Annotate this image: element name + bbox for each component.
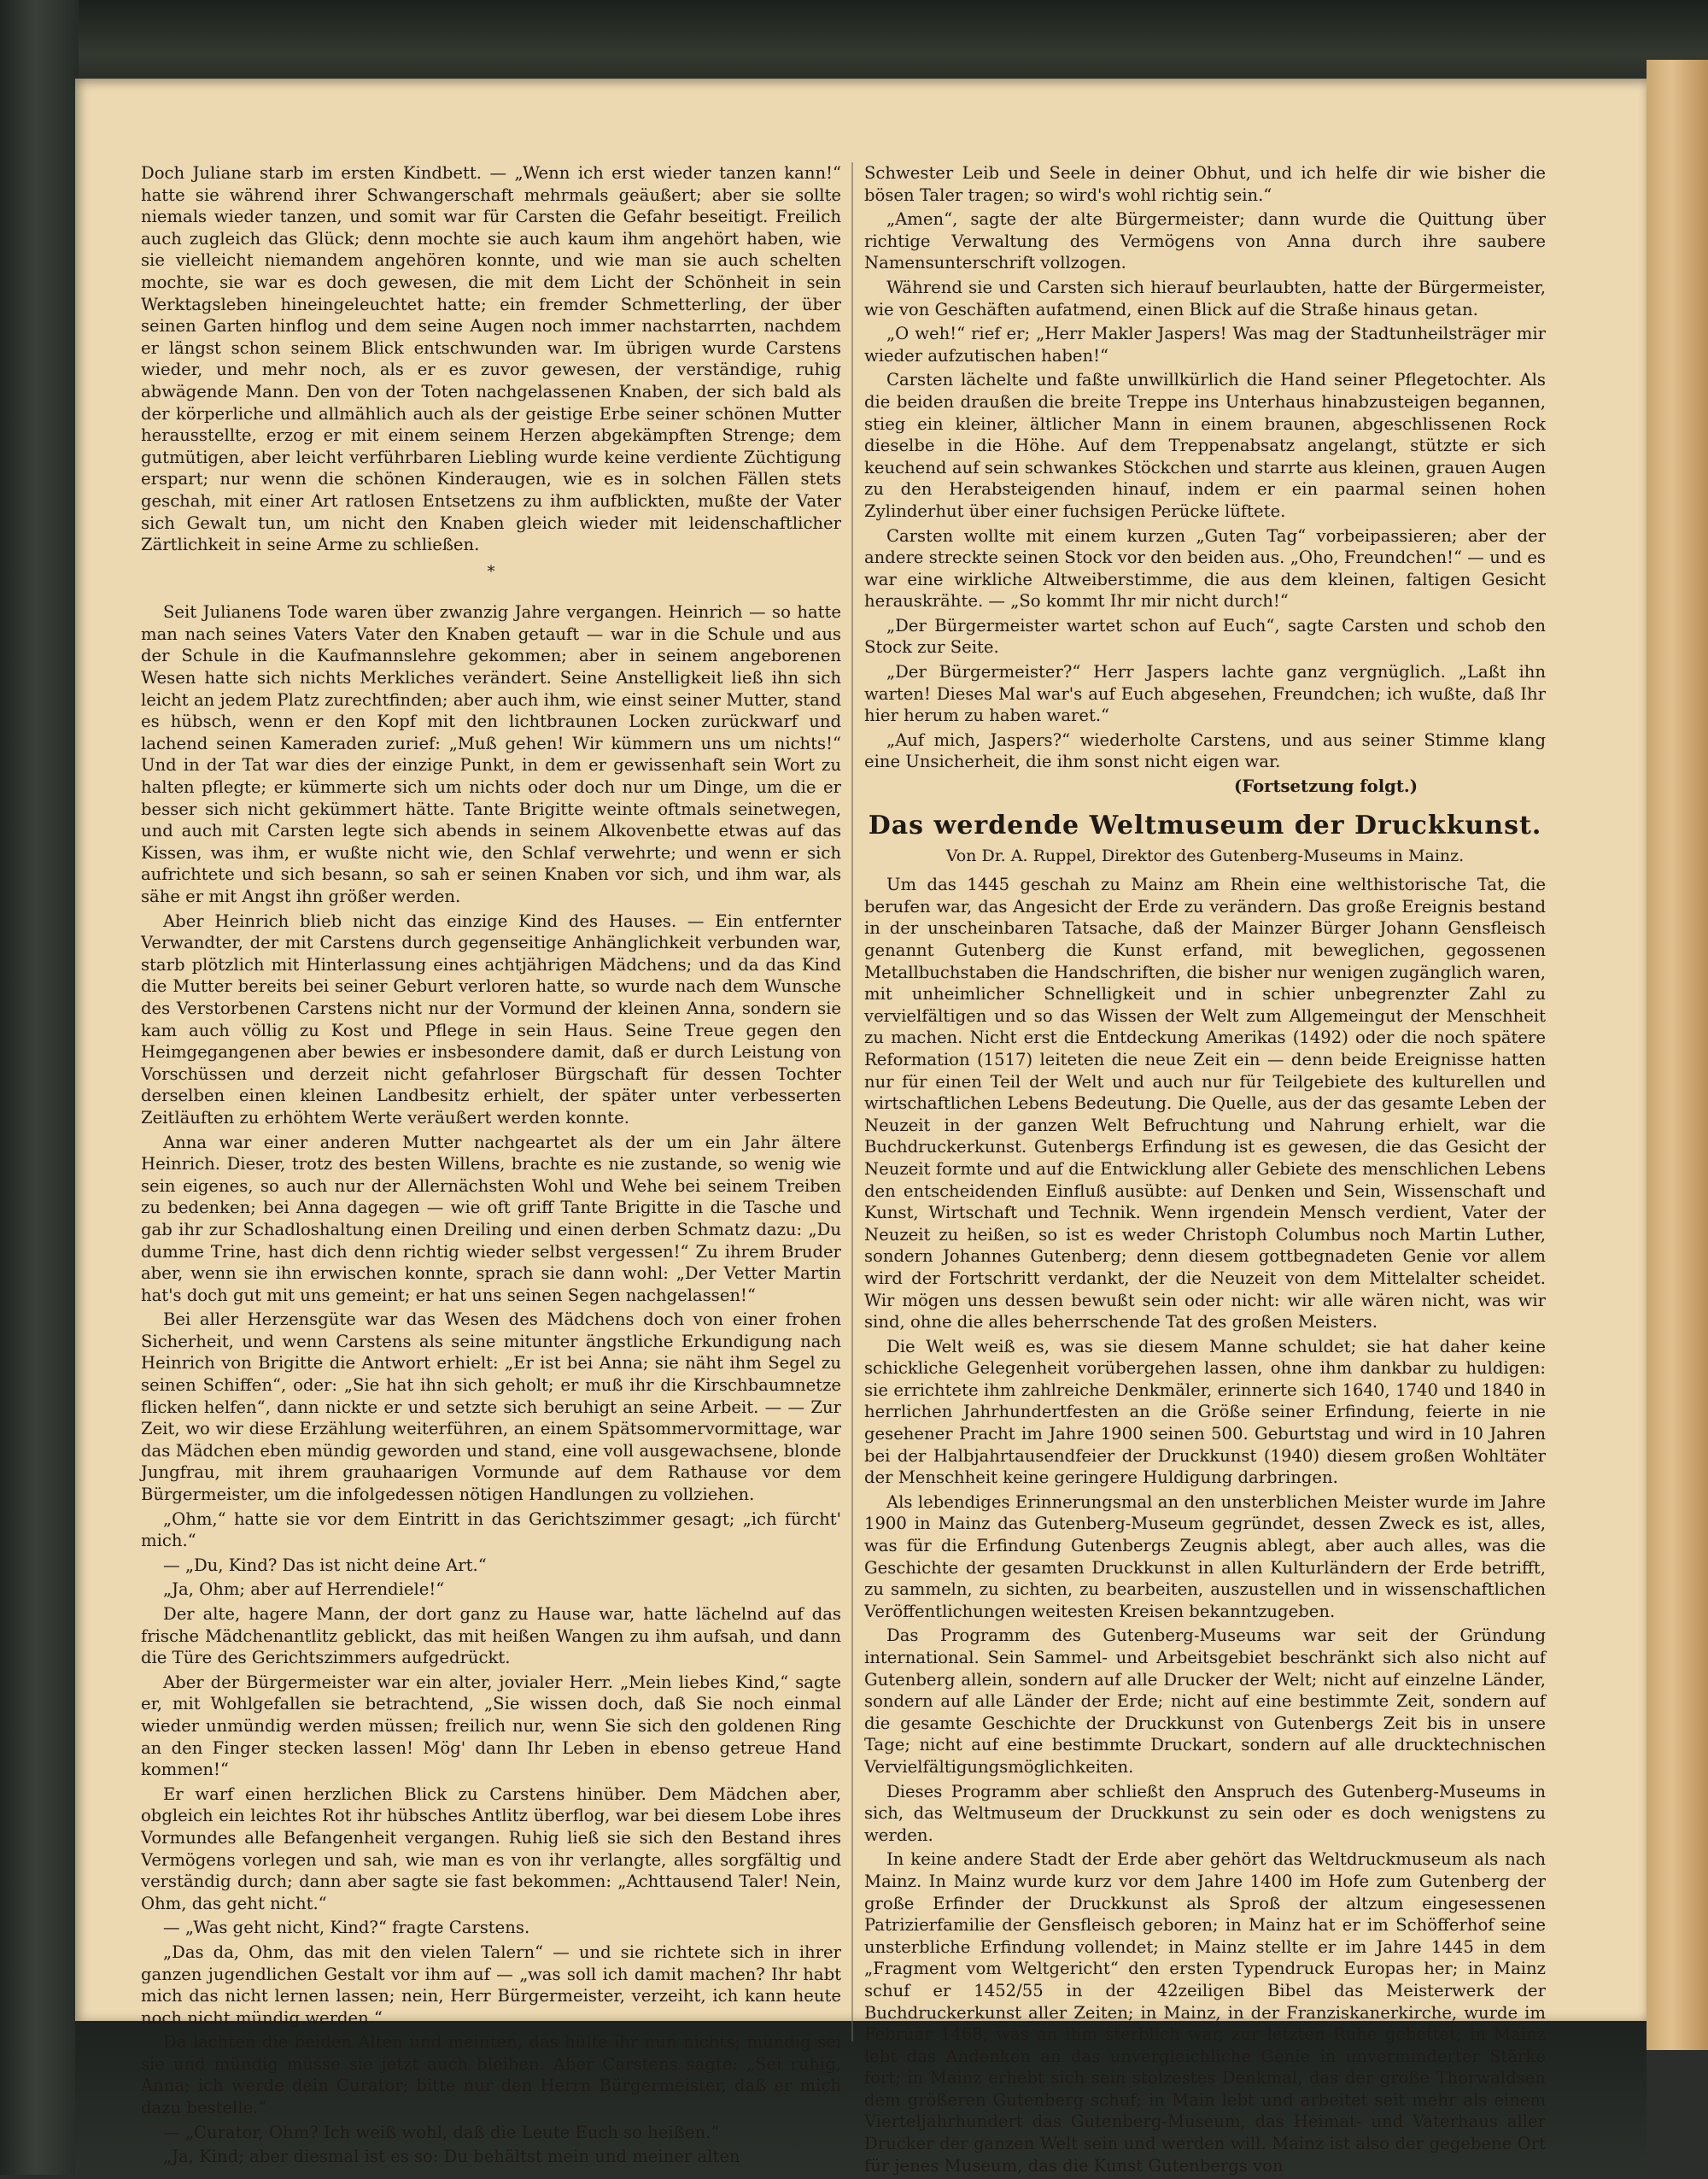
story-paragraph: Während sie und Carsten sich hierauf beurlaubten, hatte der Bürgermeister, wie von Geschäften aufatmend, einen Blick auf die Straße hinaus getan. [864,277,1546,319]
story-paragraph: Anna war einer anderen Mutter nachgeartet als der um ein Jahr ältere Heinrich. Dieser, trotz des besten Willens, brachte es nie zustande, so wenig wie sein eigenes, so auch nur der Allernächsten Wohl und Wehe bei seinem Treiben zu bedenken; bei Anna dagegen — wie oft griff Tante Brigitte in die Tasche und gab ihr zur Schadloshaltung einen Dreiling und einen derben Schmatz dazu: „Du dumme Trine, hast dich denn richtig wieder selbst vergessen!“ Zu ihrem Bruder aber, wenn sie ihn erwischen konnte, sprach sie dann wohl: „Der Vetter Martin hat's doch gut mit uns gemeint; er hat uns seinen Segen nachgelassen!“ [141,1132,841,1305]
article-byline: Von Dr. A. Ruppel, Direktor des Gutenberg-Museums in Mainz. [945,846,1465,865]
story-paragraph: — „Du, Kind? Das ist nicht deine Art.“ [163,1555,487,1575]
book-binding-left [0,0,79,2175]
article-paragraph: Dieses Programm aber schließt den Anspruch des Gutenberg-Museums in sich, das Weltmuseum der Druckkunst zu sein oder es doch wenigstens zu werden. [864,1781,1546,1845]
story-paragraph: Schwester Leib und Seele in deiner Obhut, und ich helfe dir wie bisher die bösen Taler tragen; so wird's wohl richtig sein.“ [864,163,1546,205]
article-paragraph: Als lebendiges Erinnerungsmal an den unsterblichen Meister wurde im Jahre 1900 in Mainz das Gutenberg-Museum gegründet, dessen Zweck es ist, alles, was für die Erfindung Gutenbergs Zeugnis ablegt, aber auch alles, was die Geschichte der gesamten Druckkunst in allen Kulturländern der Erde betrifft, zu sammeln, zu sichten, zu bearbeiten, auszustellen und in wissenschaftlichen Veröffentlichungen weitesten Kreisen bekanntzugeben. [864,1491,1546,1621]
story-paragraph: Doch Juliane starb im ersten Kindbett. — „Wenn ich erst wieder tanzen kann!“ hatte sie während ihrer Schwangerschaft mehrmals geäußert; aber sie sollte niemals wieder tanzen, und somit war für Carsten die Gefahr beseitigt. Freilich auch zugleich das Glück; denn mochte sie auch kaum ihm angehört haben, wie sie vielleicht niemandem angehören konnte, und wie man sie auch schelten mochte, sie war es doch gewesen, die mit dem Licht der Schönheit in sein Werktagsleben hineingeleuchtet hatte; ein fremder Schmetterling, der über seinen Garten hinflog und dem seine Augen noch immer nachstarrten, nachdem er längst schon seinem Blick entschwunden war. Im übrigen wurde Carstens wieder, und mehr noch, als er es zuvor gewesen, der verständige, ruhig abwägende Mann. Den von der Toten nachgelassenen Knaben, der sich bald als der körperliche und allmählich auch als der geistige Erbe seiner schönen Mutter herausstellte, erzog er mit einem seinem Herzen abgekämpften Strenge; dem gutmütigen, aber leicht verführbaren Liebling wurde keine verdiente Züchtigung erspart; nur wenn die schönen Kinderaugen, wie es in solchen Fällen stets geschah, mit einer Art ratlosen Entsetzens zu ihm aufblickten, mußte der Vater sich Gewalt tun, um nicht den Knaben gleich wieder mit leidenschaftlicher Zärtlichkeit in seine Arme zu schließen. [141,163,841,555]
story-paragraph: „Der Bürgermeister wartet schon auf Euch“, sagte Carsten und schob den Stock zur Seite. [864,615,1546,658]
story-paragraph: Seit Julianens Tode waren über zwanzig Jahre vergangen. Heinrich — so hatte man nach seines Vaters Vater den Knaben getauft — war in die Schule und aus der Schule in die Kaufmannslehre gekommen; aber in seinem angeborenen Wesen hatte sich nichts Merkliches verändert. Seine Anstelligkeit ließ ihn sich leicht an jedem Platz zurechtfinden; aber auch ihm, wie einst seiner Mutter, stand es hübsch, wenn er den Kopf mit den lichtbraunen Locken zurückwarf und lachend seinen Kameraden zurief: „Muß gehen! Wir kümmern uns um nichts!“ Und in der Tat war dies der einzige Punkt, in dem er gewissenhaft sein Wort zu halten pflegte; er kümmerte sich um nichts oder doch nur um Dinge, um die er besser sich nicht gekümmert hätte. Tante Brigitte weinte oftmals seinetwegen, und auch mit Carsten legte sich abends in seinem Alkovenbette etwas auf das Kissen, was ihm, er wußte nicht wie, den Schlaf verwehrte; und wenn er sich aufrichtete und sich besann, so sah er seinen Knaben vor sich, und ihm war, als sähe er mit Angst ihn größer werden. [141,602,841,906]
left-column [141,162,841,2170]
story-paragraph: „O weh!“ rief er; „Herr Makler Jaspers! Was mag der Stadtunheilsträger mir wieder aufzutischen haben!“ [864,324,1546,366]
right-column [864,162,1546,2179]
book-binding-top [0,0,1708,79]
story-paragraph: Der alte, hagere Mann, der dort ganz zu Hause war, hatte lächelnd auf das frische Mädchenantlitz geblickt, das mit heißen Wangen zu ihm aufsah, und dann die Türe des Gerichtszimmers aufgedrückt. [141,1604,841,1668]
story-paragraph: „Ja, Kind; aber diesmal ist es so: Du behältst mein und meiner alten [163,2147,740,2167]
next-page-edge [1647,60,1708,2050]
article-paragraph: In keine andere Stadt der Erde aber gehört das Weltdruckmuseum als nach Mainz. In Mainz wurde kurz vor dem Jahre 1400 im Hofe zum Gutenberg der große Erfinder der Druckkunst als Sproß der altzum eingesessenen Patrizierfamilie der Gensfleisch geboren; in Mainz hat er im Schöfferhof seine unsterbliche Erfindung vollendet; in Mainz stellte er im Jahre 1445 in dem „Fragment vom Weltgericht“ den ersten Typendruck Europas her; in Mainz schuf er 1452/55 in der 42zeiligen Bibel das Meisterwerk der Buchdruckerkunst aller Zeiten; in Mainz, in der Franziskanerkirche, wurde im Februar 1468, was an ihm sterblich war, zur letzten Ruhe gebettet; in Mainz lebt das Andenken an das unvergleichliche Genie in unverminderter Stärke fort; in Mainz erhebt sich sein stolzestes Denkmal, das der große Thorwaldsen dem größeren Gutenberg schuf; in Main lebt und arbeitet seit mehr als einem Vierteljahrhundert das Gutenberg-Museum, das Heimat- und Vaterhaus aller Drucker der ganzen Welt sein und werden will. Mainz ist also der gegebene Ort für jenes Museum, das die Kunst Gutenbergs von [864,1849,1546,2176]
section-separator: * [487,562,495,581]
column-divider [851,162,853,2041]
article-title: Das werdende Weltmuseum der Druckkunst. [868,810,1542,841]
story-paragraph: Da lachten die beiden Alten und meinten, das hülfe ihr nun nichts; mündig sei sie und mündig müsse sie jetzt auch bleiben. Aber Carstens sagte: „Sei ruhig, Anna; ich werde dein Curator; bitte nur den Herrn Bürgermeister, daß er mich dazu bestelle.“ [141,2032,841,2118]
story-paragraph: „Der Bürgermeister?“ Herr Jaspers lachte ganz vergnüglich. „Laßt ihn warten! Dieses Mal war's auf Euch abgesehen, Freundchen; ich wußte, daß Ihr hier herum zu haben waret.“ [864,662,1546,726]
story-paragraph: „Amen“, sagte der alte Bürgermeister; dann wurde die Quittung über richtige Verwaltung des Vermögens von Anna durch ihre saubere Namensunterschrift vollzogen. [864,209,1546,273]
continuation-note: (Fortsetzung folgt.) [1233,776,1418,797]
story-paragraph: „Ja, Ohm; aber auf Herrendiele!“ [163,1579,445,1600]
story-paragraph: Carsten wollte mit einem kurzen „Guten Tag“ vorbeipassieren; aber der andere streckte seinen Stock vor den beiden aus. „Oho, Freundchen!“ — und es war eine wirkliche Altweiberstimme, die aus dem kleinen, faltigen Gesicht herauskrähte. — „So kommt Ihr mir nicht durch!“ [864,525,1546,612]
story-paragraph: Er warf einen herzlichen Blick zu Carstens hinüber. Dem Mädchen aber, obgleich ein leichtes Rot ihr hübsches Antlitz überflog, war bei diesem Lobe ihres Vormundes alle Befangenheit vergangen. Ruhig ließ sie sich den Bestand ihres Vermögens vorlegen und sah, wie man es von ihr verlangte, alles sorgfältig und verständig durch; dann aber sagte sie fast bekommen: „Achttausend Taler! Nein, Ohm, das geht nicht.“ [141,1784,841,1913]
story-paragraph: „Das da, Ohm, das mit den vielen Talern“ — und sie richtete sich in ihrer ganzen jugendlichen Gestalt vor ihm auf — „was soll ich damit machen? Ihr habt mich das nicht lernen lassen; nein, Herr Bürgermeister, verzeiht, ich kann heute noch nicht mündig werden.“ [141,1942,841,2028]
story-paragraph: Bei aller Herzensgüte war das Wesen des Mädchens doch von einer frohen Sicherheit, und wenn Carstens als seine mitunter ängstliche Erkundigung nach Heinrich von Brigitte die Antwort erhielt: „Er ist bei Anna; sie näht ihm Segel zu seinen Schiffen“, oder: „Sie hat ihn sich geholt; er muß ihr die Kirschbaumnetze flicken helfen“, dann nickte er und setzte sich beruhigt an seine Arbeit. — — Zur Zeit, wo wir diese Erzählung weiterführen, an einem Spätsommervormittage, war das Mädchen eben mündig geworden und stand, eine voll ausgewachsene, blonde Jungfrau, mit ihrem grauhaarigen Vormunde auf dem Rathause vor dem Bürgermeister, um die infolgedessen nötigen Handlungen zu vollziehen. [141,1309,841,1505]
article-paragraph: Die Welt weiß es, was sie diesem Manne schuldet; sie hat daher keine schickliche Gelegenheit vorübergehen lassen, ohne ihm dankbar zu huldigen: sie errichtete ihm zahlreiche Denkmäler, erinnerte sich 1640, 1740 und 1840 in herrlichen Jahrhundertfesten an die Größe seiner Erfindung, feierte in nie gesehener Pracht im Jahre 1900 seinen 500. Geburtstag und wird in 10 Jahren bei der Halbjahrtausendfeier der Druckkunst (1940) diesem großen Wohltäter der Menschheit keine geringere Huldigung darbringen. [864,1336,1546,1488]
story-paragraph: — „Was geht nicht, Kind?“ fragte Carstens. [163,1918,530,1938]
story-paragraph: „Auf mich, Jaspers?“ wiederholte Carstens, und aus seiner Stimme klang eine Unsicherheit, die ihm sonst nicht eigen war. [864,729,1546,772]
article-paragraph: Das Programm des Gutenberg-Museums war seit der Gründung international. Sein Sammel- und Arbeitsgebiet beschränkt sich also nicht auf Gutenberg allein, sondern auf alle Drucker der Welt; nicht auf einzelne Länder, sondern auf alle Länder der Erde; nicht auf eine bestimmte Zeit, sondern auf die gesamte Geschichte der Druckkunst von Gutenbergs Zeit bis in unsere Tage; nicht auf eine bestimmte Druckart, sondern auf alle drucktechnischen Vervielfältigungsmöglichkeiten. [864,1625,1546,1777]
article-paragraph: Um das 1445 geschah zu Mainz am Rhein eine welthistorische Tat, die berufen war, das Angesicht der Erde zu verändern. Das große Ereignis bestand in der unscheinbaren Tatsache, daß der Mainzer Bürger Johann Gensfleisch genannt Gutenberg die Kunst erfand, mit beweglichen, gegossenen Metallbuchstaben die Handschriften, die bisher nur wenigen zugänglich waren, mit unheimlicher Schnelligkeit und in schier unbegrenzter Zahl zu vervielfältigen und so das Wissen der Welt zum Allgemeingut der Menschheit zu machen. Nicht erst die Entdeckung Amerikas (1492) oder die noch spätere Reformation (1517) leiteten die neue Zeit ein — denn beide Ereignisse hatten nur für einen Teil der Welt und auch nur für Teilgebiete des kulturellen und wirtschaftlichen Lebens Bedeutung. Die Quelle, aus der das gesamte Leben der Neuzeit in der ganzen Welt Befruchtung und Nahrung erhielt, war die Buchdruckerkunst. Gutenbergs Erfindung ist es gewesen, die das Gesicht der Neuzeit formte und auf die Entwicklung aller Gebiete des menschlichen Lebens den entscheidenden Einfluß ausübte: auf Denken und Sein, Wissenschaft und Kunst, Wirtschaft und Technik. Wenn irgendein Mensch verdient, Vater der Neuzeit zu heißen, so ist es weder Christoph Columbus noch Martin Luther, sondern Johannes Gutenberg; denn diesem gottbegnadeten Genie vor allem wird der Fortschritt verdankt, der die Neuzeit von dem Mittelalter scheidet. Wir mögen uns dessen bewußt sein oder nicht: wir alle wären nicht, was wir sind, ohne die alles beherrschende Tat des großen Meisters. [864,875,1546,1333]
story-paragraph: „Ohm,“ hatte sie vor dem Eintritt in das Gerichtszimmer gesagt; „ich fürcht' mich.“ [141,1508,841,1551]
story-paragraph: Aber der Bürgermeister war ein alter, jovialer Herr. „Mein liebes Kind,“ sagte er, mit Wohlgefallen sie betrachtend, „Sie wissen doch, daß Sie noch einmal wieder unmündig werden müssen; freilich nur, wenn Sie sich den goldenen Ring an den Finger stecken lassen! Mög' dann Ihr Leben in ebenso getreue Hand kommen!“ [141,1672,841,1780]
story-paragraph: Aber Heinrich blieb nicht das einzige Kind des Hauses. — Ein entfernter Verwandter, der mit Carstens durch gegenseitige Anhänglichkeit verbunden war, starb plötzlich mit Hinterlassung eines achtjährigen Mädchens; und da das Kind die Mutter bereits bei seiner Geburt verloren hatte, so wurde nach dem Wunsche des Verstorbenen Carstens nicht nur der Vormund der kleinen Anna, sondern sie kam auch völlig zu Kost und Pflege in sein Haus. Seine Treue gegen den Heimgegangenen aber bewies er insbesondere damit, daß er durch Leistung von Vorschüssen und derzeit nicht gefahrloser Bürgschaft für dessen Tochter derselben einen kleinen Landbesitz erhielt, der später unter verbesserten Zeitläuften zu erhöhtem Werte veräußert werden konnte. [141,911,841,1128]
story-paragraph: — „Curator, Ohm? Ich weiß wohl, daß die Leute Euch so heißen.“ [163,2122,720,2142]
story-paragraph: Carsten lächelte und faßte unwillkürlich die Hand seiner Pflegetochter. Als die beiden draußen die breite Treppe ins Unterhaus hinabzusteigen begannen, stieg ein kleiner, ältlicher Mann in einem braunen, abgeschlissenen Rock dieselbe in die Höhe. Auf dem Treppenabsatz angelangt, stützte er sich keuchend auf sein schwankes Stöckchen und starrte aus kleinen, grauen Augen zu den Herabsteigenden hinauf, indem er ein paarmal seinen hohen Zylinderhut über einer fuchsigen Perücke lüftete. [864,370,1546,521]
